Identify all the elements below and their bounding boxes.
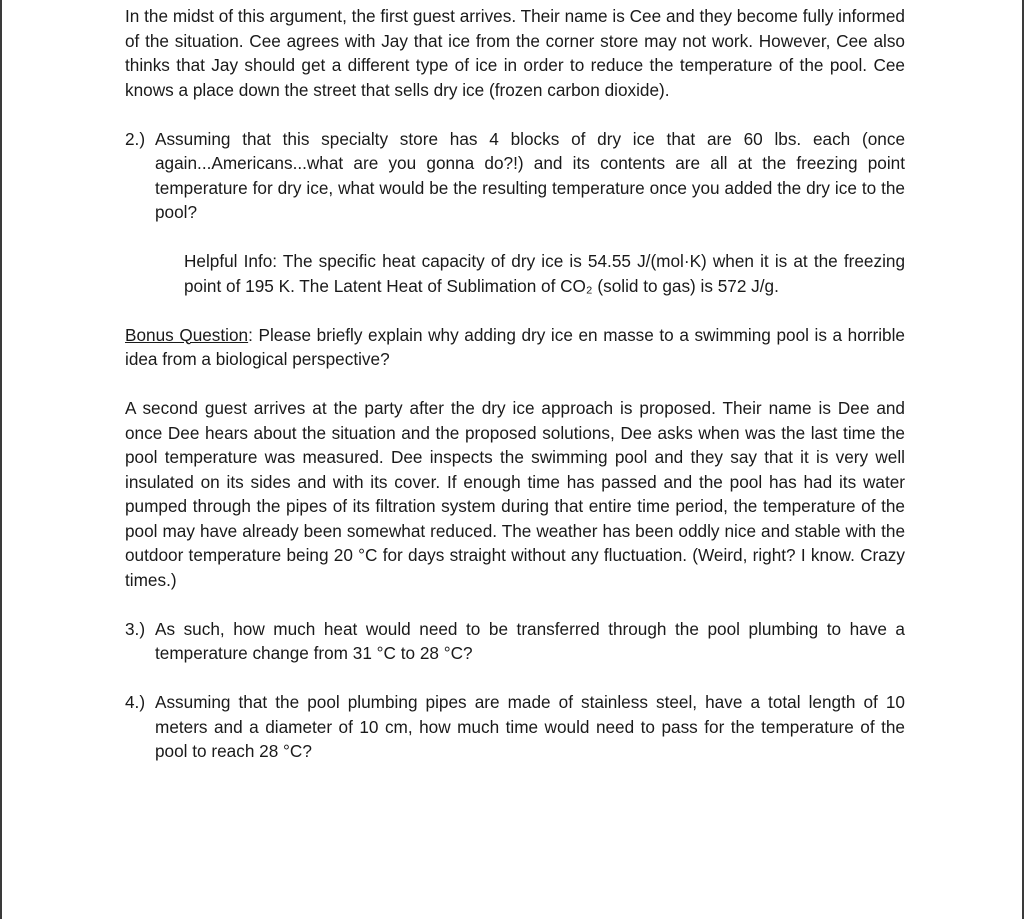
document-content (125, 4, 905, 788)
question-2-number: 2.) (125, 128, 146, 149)
helpful-info: Helpful Info: The specific heat capacity of dry ice is 54.55 J/(mol·K) when it is at the freezing point of 195 K. The Latent Heat of Sublimation of CO₂ (solid to gas) is 572 J/g. (184, 251, 905, 296)
question-3-text: As such, how much heat would need to be transferred through the pool plumbing to have a temperature change from 31 °C to 28 °C? (155, 618, 905, 663)
question-2 (125, 127, 905, 225)
intro-paragraph: In the midst of this argument, the first guest arrives. Their name is Cee and they become fully informed of the situation. Cee agrees with Jay that ice from the corner store may not work. However, Cee also thinks that Jay should get a different type of ice in order to reduce the temperature of the pool. Cee knows a place down the street that sells dry ice (frozen carbon dioxide). (125, 6, 905, 100)
question-4 (125, 690, 905, 764)
question-2-text: Assuming that this specialty store has 4 blocks of dry ice that are 60 lbs. each (once again...Americans...what are you gonna do?!) and its contents are all at the freezing point temperature for dry ice, what would be the resulting temperature once you added the dry ice to the pool? (155, 128, 905, 222)
bonus-question (125, 323, 905, 372)
question-3-number: 3.) (125, 618, 146, 639)
second-guest-paragraph: A second guest arrives at the party after the dry ice approach is proposed. Their name is Dee and once Dee hears about the situation and the proposed solutions, Dee asks when was the last time the pool temperature was measured. Dee inspects the swimming pool and they say that it is very well insulated on its sides and with its cover. If enough time has passed and the pool has had its water pumped through the pipes of its filtration system during that entire time period, the temperature of the pool may have already been somewhat reduced. The weather has been oddly nice and stable with the outdoor temperature being 20 °C for days straight without any fluctuation. (Weird, right? I know. Crazy times.) (125, 398, 905, 590)
question-3 (125, 617, 905, 666)
question-4-text: Assuming that the pool plumbing pipes are made of stainless steel, have a total length of 10 meters and a diameter of 10 cm, how much time would need to pass for the temperature of the pool to reach 28 °C? (155, 692, 905, 761)
bonus-question-text: : Please briefly explain why adding dry ice en masse to a swimming pool is a horrible idea from a biological perspective? (125, 324, 905, 369)
question-4-number: 4.) (125, 692, 146, 712)
bonus-question-label: Bonus Question (125, 324, 249, 345)
